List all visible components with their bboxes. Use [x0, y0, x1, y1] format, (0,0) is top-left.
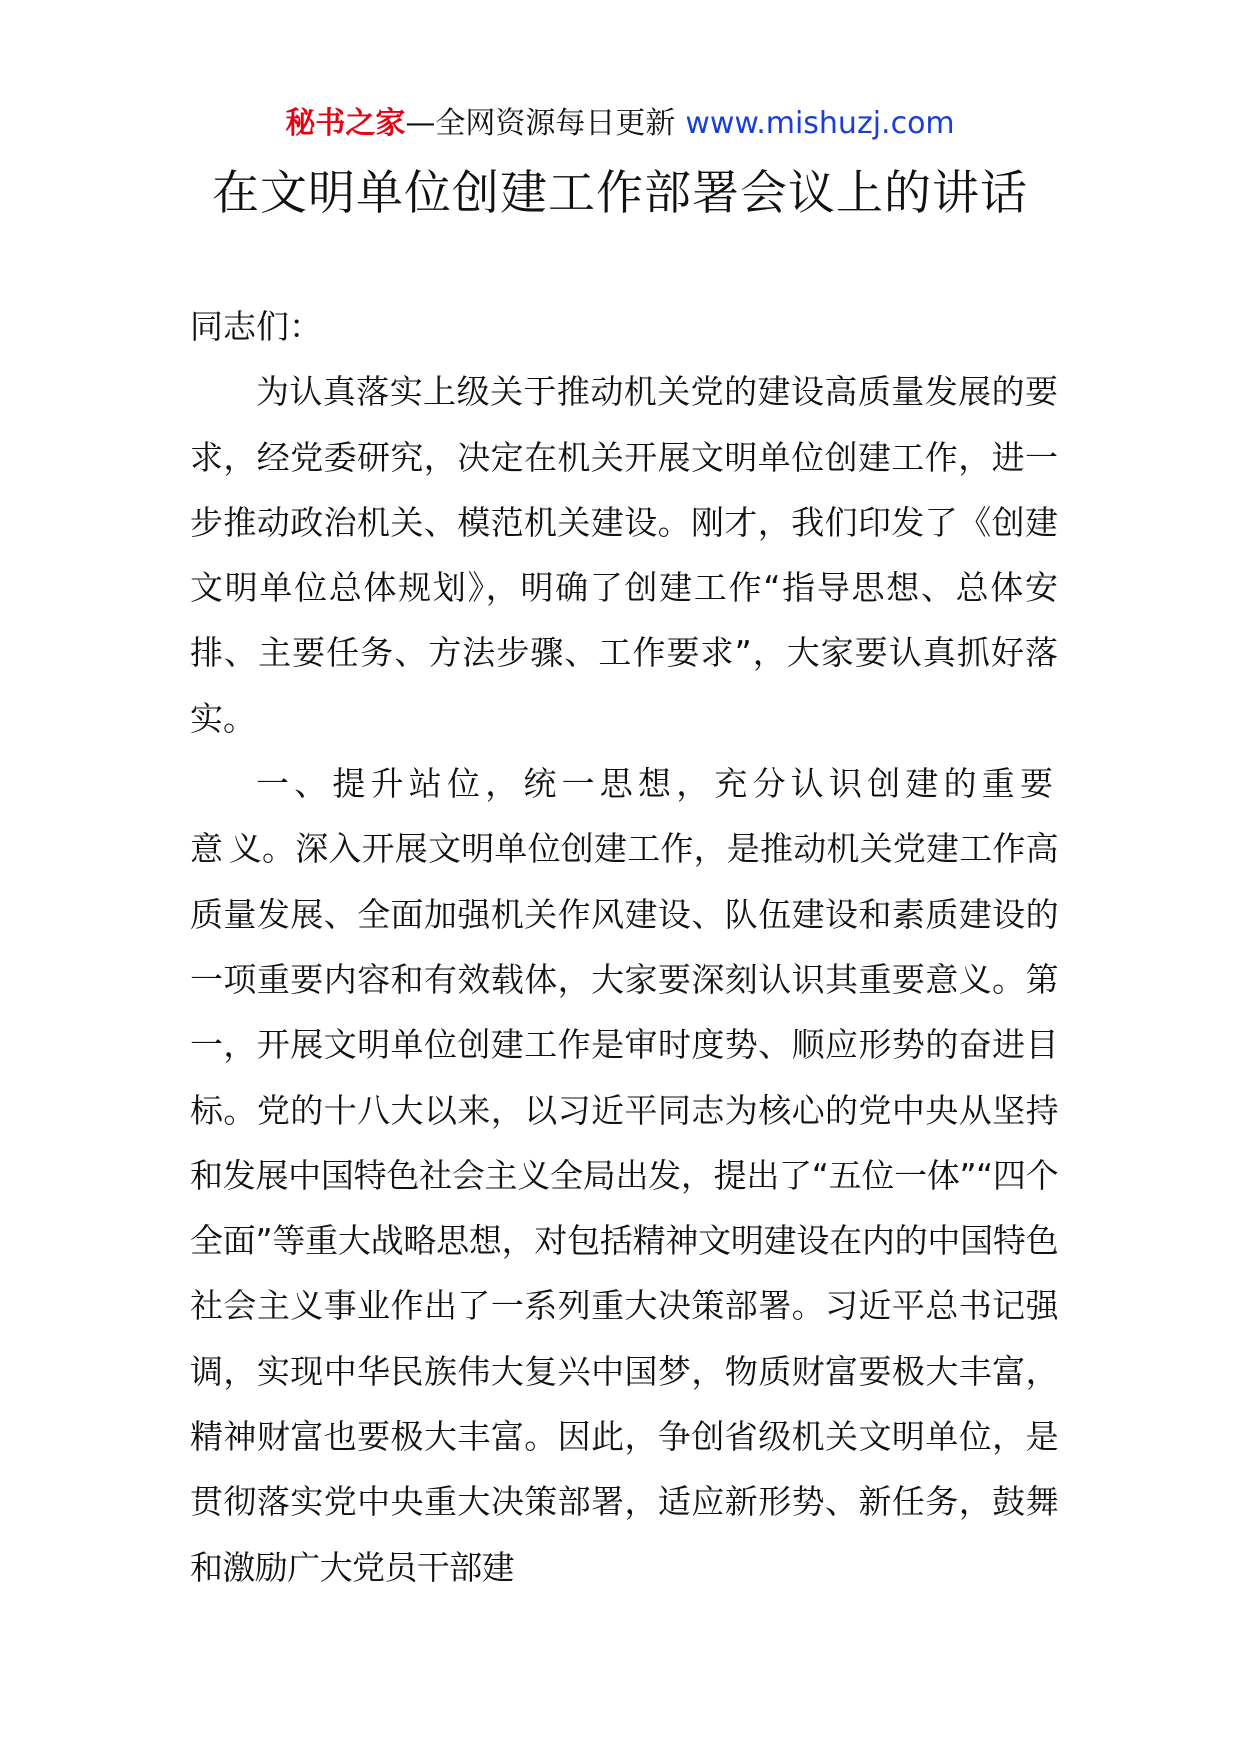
site-url-link[interactable]: www.mishuzj.com — [685, 106, 955, 141]
document-title: 在文明单位创建工作部署会议上的讲话 — [212, 166, 1028, 221]
paragraph-section-1 — [190, 751, 1058, 1600]
document-body — [190, 294, 1058, 1600]
brand-name: 秘书之家 — [285, 106, 406, 141]
site-tagline: —全网资源每日更新 — [405, 106, 676, 141]
site-header — [0, 102, 1240, 146]
section-1-body: 义。深入开展文明单位创建工作，是推动机关党建工作高质量发展、全面加强机关作风建设、队伍建设和素质建设的一项重要内容和有效载体，大家要深刻认识其重要意义。第一，开展文明单位创建工作是审时度势、顺应形势的奋进目标。党的十八大以来，以习近平同志为核心的党中央从坚持和发展中国特色社会主义全局出发，提出了“五位一体”“四个全面”等重大战略思想，对包括精神文明建设在内的中国特色社会主义事业作出了一系列重大决策部署。习近平总书记强调，实现中华民族伟大复兴中国梦，物质财富要极大丰富，精神财富也要极大丰富。因此，争创省级机关文明单位，是贯彻落实党中央重大决策部署，适应新形势、新任务，鼓舞和激励广大党员干部建 — [190, 829, 1058, 1587]
paragraph-intro: 为认真落实上级关于推动机关党的建设高质量发展的要求，经党委研究，决定在机关开展文明单位创建工作，进一步推动政治机关、模范机关建设。刚才，我们印发了《创建文明单位总体规划》，明确了创建工作“指导思想、总体安排、主要任务、方法步骤、工作要求”，大家要认真抓好落实。 — [190, 372, 1058, 738]
section-1-heading: 一、提升站位，统一思想，充分认识创建的重要意 — [190, 764, 1058, 869]
salutation: 同志们： — [190, 307, 322, 346]
